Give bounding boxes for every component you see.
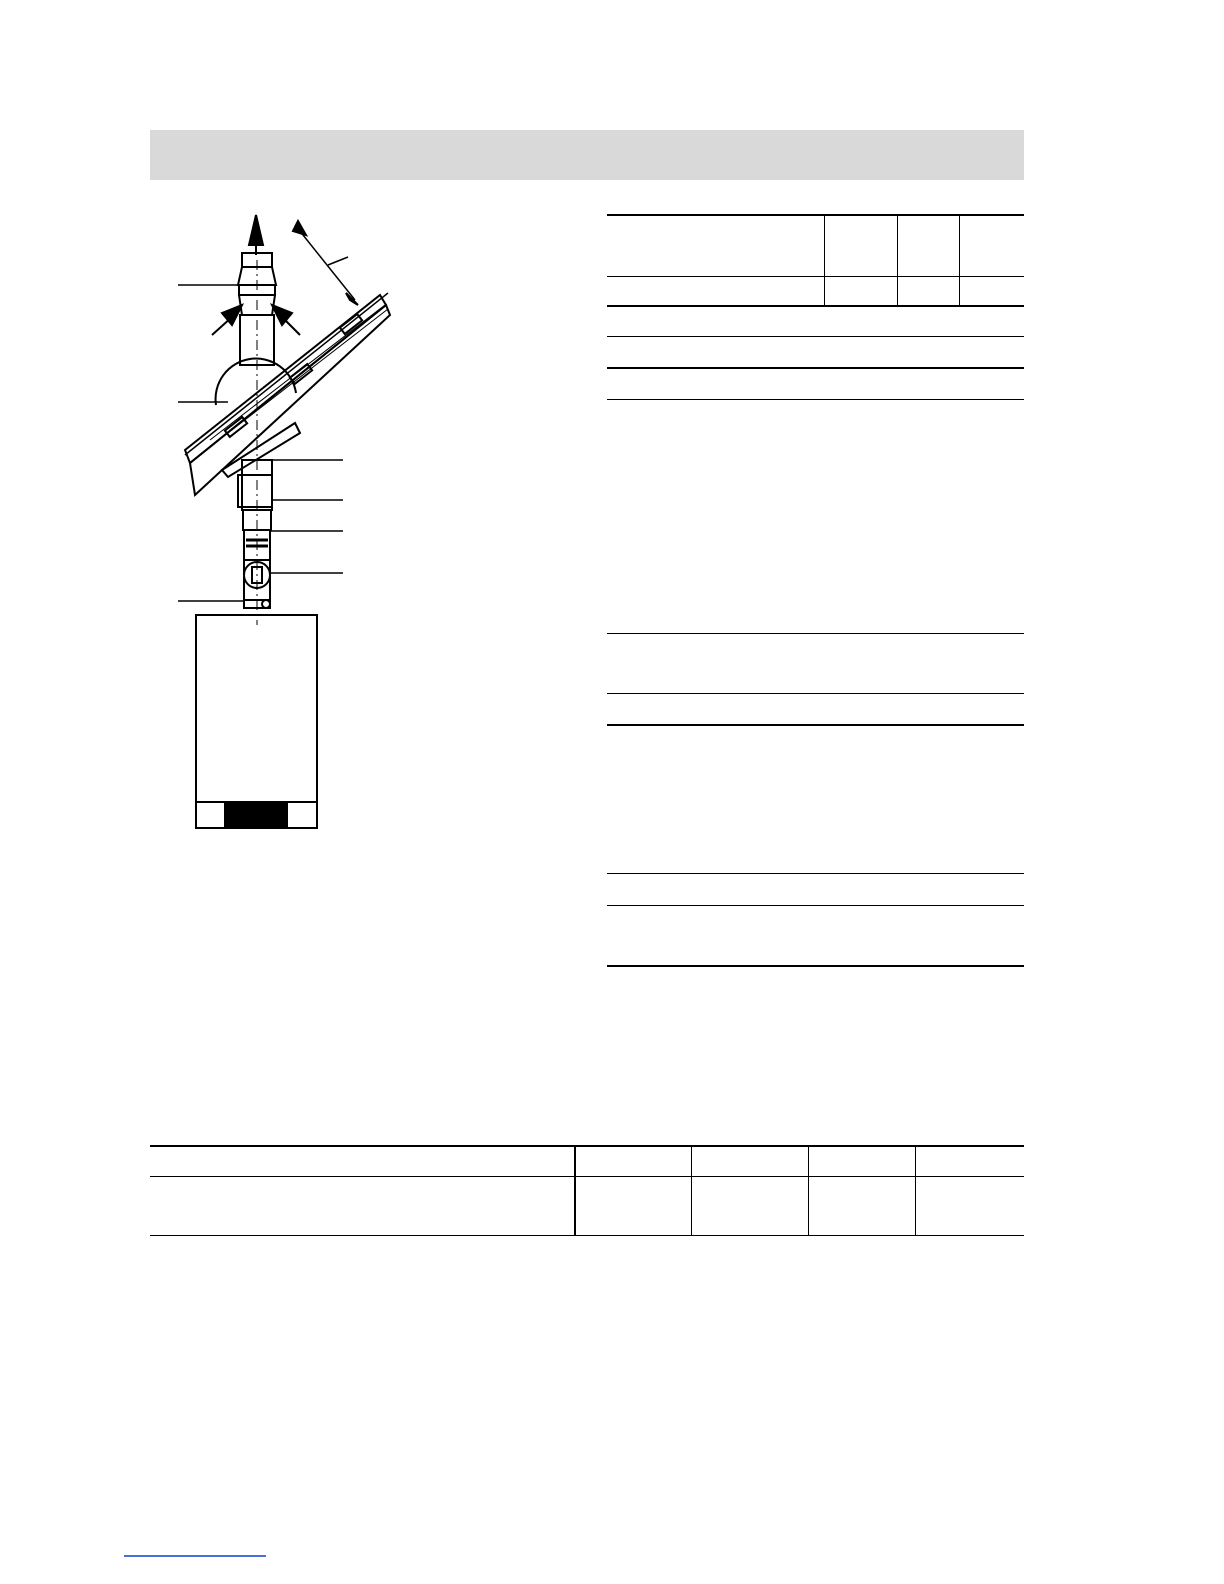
bottom-table-bottom-rule bbox=[150, 1235, 1024, 1236]
spec-table-rule-7 bbox=[607, 693, 1024, 694]
spec-table-rule-10 bbox=[607, 905, 1024, 906]
spec-table-rule-4 bbox=[607, 367, 1024, 369]
dimension-line bbox=[295, 225, 355, 300]
bottom-table-top-rule bbox=[150, 1145, 1024, 1147]
dimension-arrow-bottom bbox=[346, 293, 358, 305]
spec-table-rule-9 bbox=[607, 873, 1024, 874]
flue-drawing bbox=[150, 205, 580, 845]
spec-table-rule-8 bbox=[607, 724, 1024, 726]
spec-table-bottom-rule bbox=[607, 965, 1024, 967]
spec-table-rule-3 bbox=[607, 336, 1024, 337]
bottom-table-header-rule bbox=[150, 1176, 1024, 1177]
spec-table-rule-2 bbox=[607, 305, 1024, 307]
bottom-table-col-divider-2 bbox=[691, 1147, 692, 1236]
dimension-leader bbox=[328, 257, 348, 265]
footer-link[interactable] bbox=[124, 1555, 266, 1557]
pipe-sleeve bbox=[238, 475, 272, 507]
roof-tiles-body bbox=[190, 305, 390, 495]
spec-table-rule-6 bbox=[607, 633, 1024, 634]
spec-table-col-divider-2 bbox=[897, 216, 898, 306]
adapter-screw bbox=[262, 600, 270, 608]
flue-installation-figure bbox=[150, 205, 580, 845]
spec-table-rule-5 bbox=[607, 399, 1024, 400]
section-header-band bbox=[150, 130, 1024, 180]
spec-table-col-divider-3 bbox=[959, 216, 960, 306]
bottom-table-col-divider-4 bbox=[915, 1147, 916, 1236]
exhaust-arrow-head bbox=[249, 215, 263, 245]
roof-line-2 bbox=[228, 309, 388, 433]
dimension-arrow-top bbox=[293, 221, 306, 235]
flashing-plate bbox=[222, 423, 300, 477]
bottom-table-col-divider-1 bbox=[574, 1147, 576, 1236]
spec-table-header-rule bbox=[607, 276, 1024, 277]
bottom-table-col-divider-3 bbox=[808, 1147, 809, 1236]
spec-table-top-rule bbox=[607, 214, 1024, 216]
boiler-control-panel bbox=[225, 803, 287, 828]
spec-table-col-divider-1 bbox=[824, 216, 825, 306]
boiler-casing bbox=[196, 615, 317, 828]
